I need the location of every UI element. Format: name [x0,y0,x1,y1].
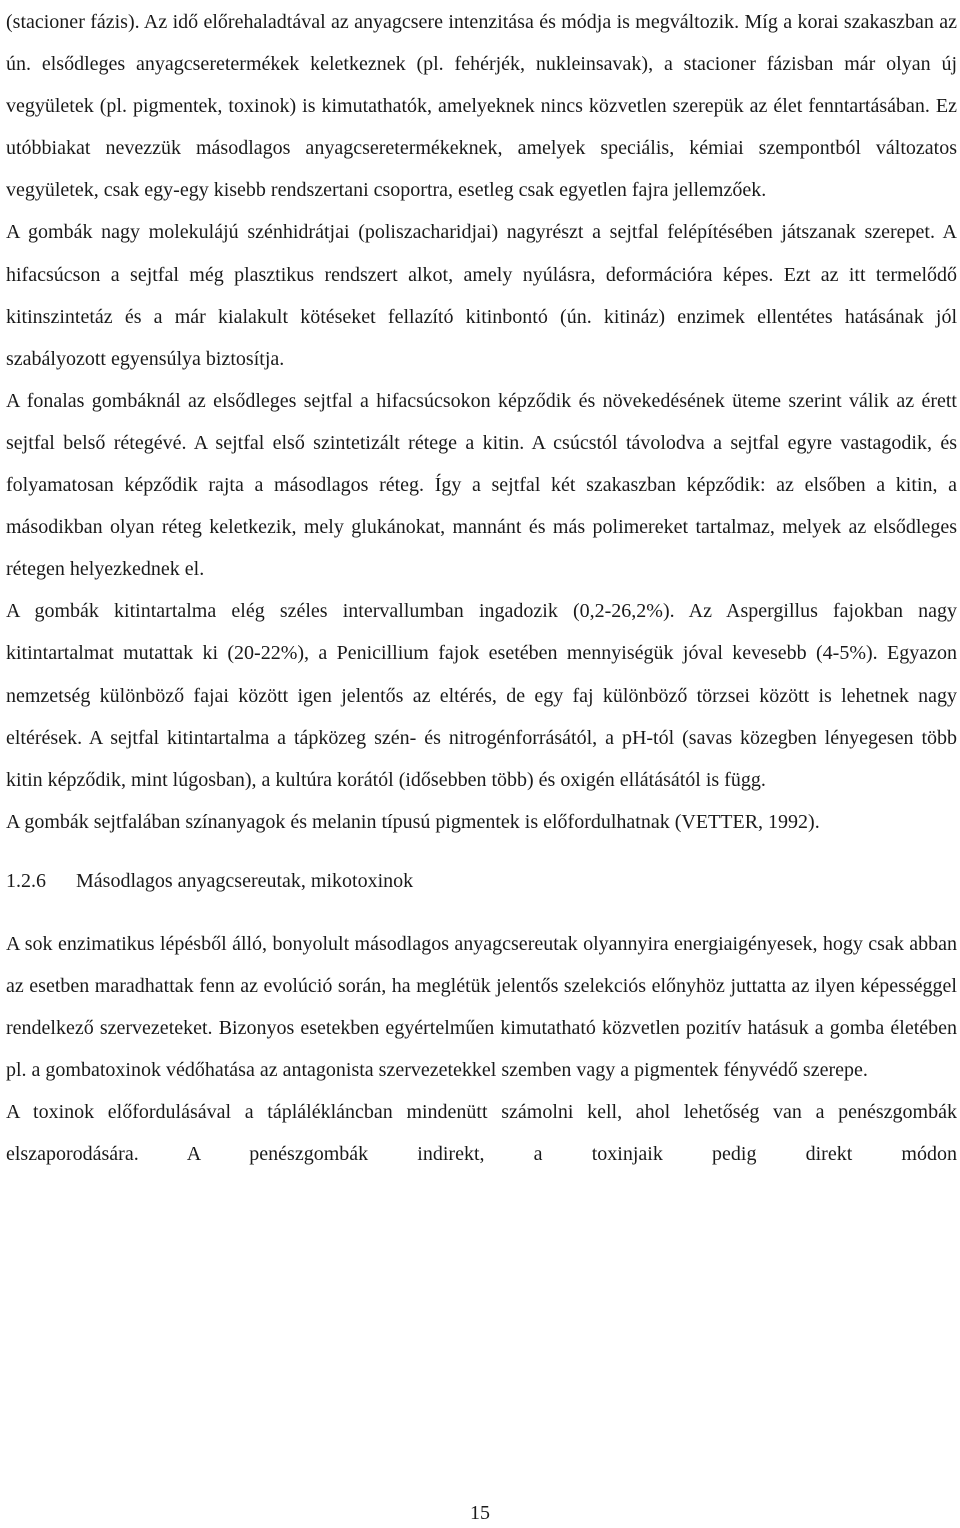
page-number: 15 [470,1502,490,1524]
section-number: 1.2.6 [6,869,46,892]
body-paragraph: A toxinok előfordulásával a táplálékláncban mindenütt számolni kell, ahol lehetőség van a penészgombák elszaporodására. A penészgombák indirekt, a toxinjaik pedig direkt módon [6,1101,957,1166]
body-paragraph: A gombák kitintartalma elég széles intervallumban ingadozik (0,2-26,2%). Az Aspergillus fajokban nagy kitintartalmat mutattak ki (20-22%), a Penicillium fajok esetében mennyiségük jóval kevesebb (4-5%). Egyazon nemzetség különböző fajai között igen jelentős az eltérés, de egy faj különböző törzsei között is lehetnek nagy eltérések. A sejtfal kitintartalma a tápközeg szén- és nitrogénforrásától, a pH-tól (savas közegben lényegesen több kitin képződik, mint lúgosban), a kultúra korától (idősebben több) és oxigén ellátásától is függ. [6,600,957,791]
body-paragraph: (stacioner fázis). Az idő előrehaladtával az anyagcsere intenzitása és módja is megváltozik. Míg a korai szakaszban az ún. elsődleges anyagcseretermékek keletkeznek (pl. fehérjék, nukleinsavak), a stacioner fázisban már olyan új vegyületek (pl. pigmentek, toxinok) is kimutathatók, amelyeknek nincs közvetlen szerepük az élet fenntartásában. Ez utóbbiakat nevezzük másodlagos anyagcseretermékeknek, amelyek speciális, kémiai szempontból változatos vegyületek, csak egy-egy kisebb rendszertani csoportra, esetleg csak egyetlen fajra jellemzőek. [6,11,957,202]
document-page [6,0,957,1175]
body-paragraph: A gombák nagy molekulájú szénhidrátjai (poliszacharidjai) nagyrészt a sejtfal felépítésében játszanak szerepet. A hifacsúcson a sejtfal még plasztikus rendszert alkot, amely nyúlásra, deformációra képes. Ezt az itt termelődő kitinszintetáz és a már kialakult kötéseket fellazító kitinbontó (ún. kitináz) enzimek ellentétes hatásának jól szabályozott egyensúlya biztosítja. [6,221,957,370]
section-title: Másodlagos anyagcsereutak, mikotoxinok [76,869,414,892]
body-paragraph: A sok enzimatikus lépésből álló, bonyolult másodlagos anyagcsereutak olyannyira energiaigényesek, hogy csak abban az esetben maradhattak fenn az evolúció során, ha meglétük jelentős szelekciós előnyhöz juttatta az ilyen képességgel rendelkező szervezeteket. Bizonyos esetekben egyértelműen kimutatható közvetlen pozitív hatásuk a gomba életében pl. a gombatoxinok védőhatása az antagonista szervezetekkel szemben vagy a pigmentek fényvédő szerepe. [6,932,957,1082]
body-paragraph: A gombák sejtfalában színanyagok és melanin típusú pigmentek is előfordulhatnak (VETTER, 1992). [6,810,820,833]
body-paragraph: A fonalas gombáknál az elsődleges sejtfal a hifacsúcsokon képződik és növekedésének üteme szerint válik az érett sejtfal belső rétegévé. A sejtfal első szintetizált rétege a kitin. A csúcstól távolodva a sejtfal egyre vastagodik, és folyamatosan képződik rajta a másodlagos réteg. Így a sejtfal két szakaszban képződik: az elsőben a kitin, a másodikban olyan réteg keletkezik, mely glukánokat, mannánt és más polimereket tartalmaz, melyek az elsődleges rétegen helyezkednek el. [6,389,957,581]
section-heading [6,860,957,902]
